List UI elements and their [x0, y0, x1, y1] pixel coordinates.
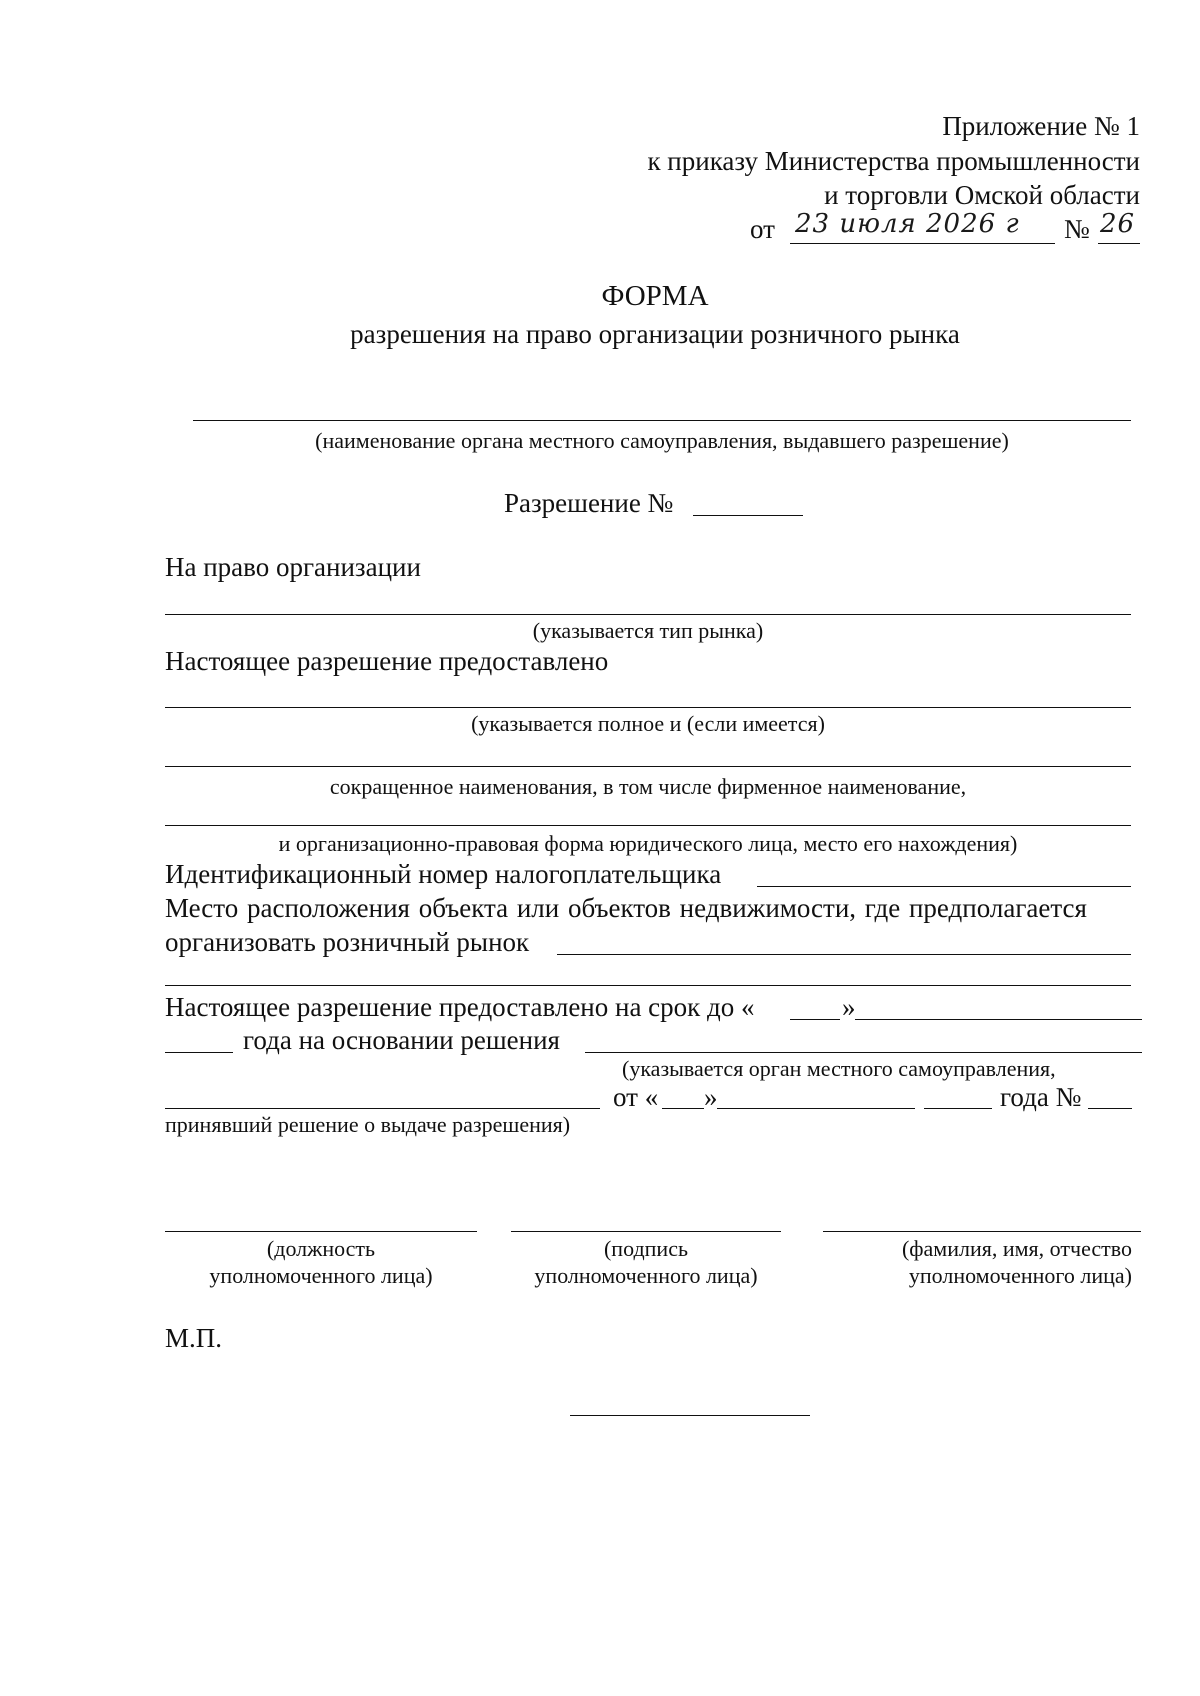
market-type-line	[165, 614, 1131, 615]
inn-label: Идентификационный номер налогоплательщика	[165, 859, 722, 889]
signature-line	[511, 1231, 781, 1232]
position-caption-1: (должность	[266, 1236, 376, 1261]
term-line-2: года на основании решения	[243, 1025, 560, 1055]
term-day-line	[790, 1019, 840, 1020]
term-quote-close: »	[842, 992, 856, 1022]
number-sign: №	[1064, 214, 1090, 244]
name-line-2	[165, 766, 1131, 767]
appendix-title: Приложение № 1	[942, 111, 1140, 141]
name-line-3	[165, 825, 1131, 826]
decision-number-line	[1088, 1108, 1132, 1109]
term-line-1: Настоящее разрешение предоставлено на срок до «	[165, 992, 755, 1022]
decision-line	[585, 1052, 1142, 1053]
stamp-label: М.П.	[165, 1323, 223, 1353]
fio-caption-1: (фамилия, имя, отчество	[901, 1236, 1132, 1261]
signature-caption-2: уполномоченного лица)	[534, 1263, 758, 1288]
authority-line	[193, 420, 1131, 421]
fio-line	[823, 1231, 1141, 1232]
permit-number-line	[693, 515, 803, 516]
handwritten-date: 23 июля 2026 г	[795, 209, 1020, 239]
authority-caption: (наименование органа местного самоуправления, выдавшего разрешение)	[315, 428, 1009, 453]
order-line-1: к приказу Министерства промышленности	[647, 146, 1140, 176]
permit-label: Разрешение №	[504, 488, 674, 518]
decision-month-line	[717, 1108, 915, 1109]
location-line-2: организовать розничный рынок	[165, 927, 530, 957]
location-line-b	[165, 985, 1131, 986]
position-caption-2: уполномоченного лица)	[209, 1263, 433, 1288]
decision-day-line	[662, 1108, 704, 1109]
form-title: ФОРМА	[601, 280, 709, 312]
term-month-line	[855, 1019, 1142, 1020]
name-caption-1: (указывается полное и (если имеется)	[471, 711, 825, 736]
order-line-2: и торговли Омской области	[824, 180, 1140, 210]
end-line	[570, 1415, 810, 1416]
name-caption-3: и организационно-правовая форма юридического лица, место его нахождения)	[278, 831, 1018, 856]
granted-label: Настоящее разрешение предоставлено	[165, 646, 609, 676]
market-type-caption: (указывается тип рынка)	[532, 618, 764, 643]
decision-quote-close: »	[704, 1082, 718, 1112]
date-prefix: от	[750, 214, 775, 244]
position-line	[165, 1231, 477, 1232]
signature-caption-1: (подпись	[603, 1236, 688, 1261]
name-line-1	[165, 707, 1131, 708]
decision-authority-line	[165, 1108, 600, 1109]
right-label: На право организации	[165, 552, 421, 582]
inn-line	[757, 886, 1131, 887]
decision-caption-2: принявший решение о выдаче разрешения)	[165, 1112, 571, 1137]
term-year-line	[165, 1052, 233, 1053]
decision-caption-1: (указывается орган местного самоуправления,	[622, 1056, 1056, 1081]
name-caption-2: сокращенное наименования, в том числе фирменное наименование,	[329, 774, 967, 799]
number-underline	[1098, 243, 1140, 244]
form-subtitle: разрешения на право организации розничного рынка	[350, 319, 960, 349]
decision-year-line	[924, 1108, 992, 1109]
decision-year-label: года №	[1000, 1082, 1082, 1112]
location-line-a	[557, 954, 1131, 955]
decision-from: от «	[613, 1082, 659, 1112]
handwritten-number: 26	[1100, 209, 1136, 239]
date-underline	[790, 243, 1055, 244]
location-line-1: Место расположения объекта или объектов недвижимости, где предполагается	[165, 893, 1087, 923]
fio-caption-2: уполномоченного лица)	[908, 1263, 1132, 1288]
